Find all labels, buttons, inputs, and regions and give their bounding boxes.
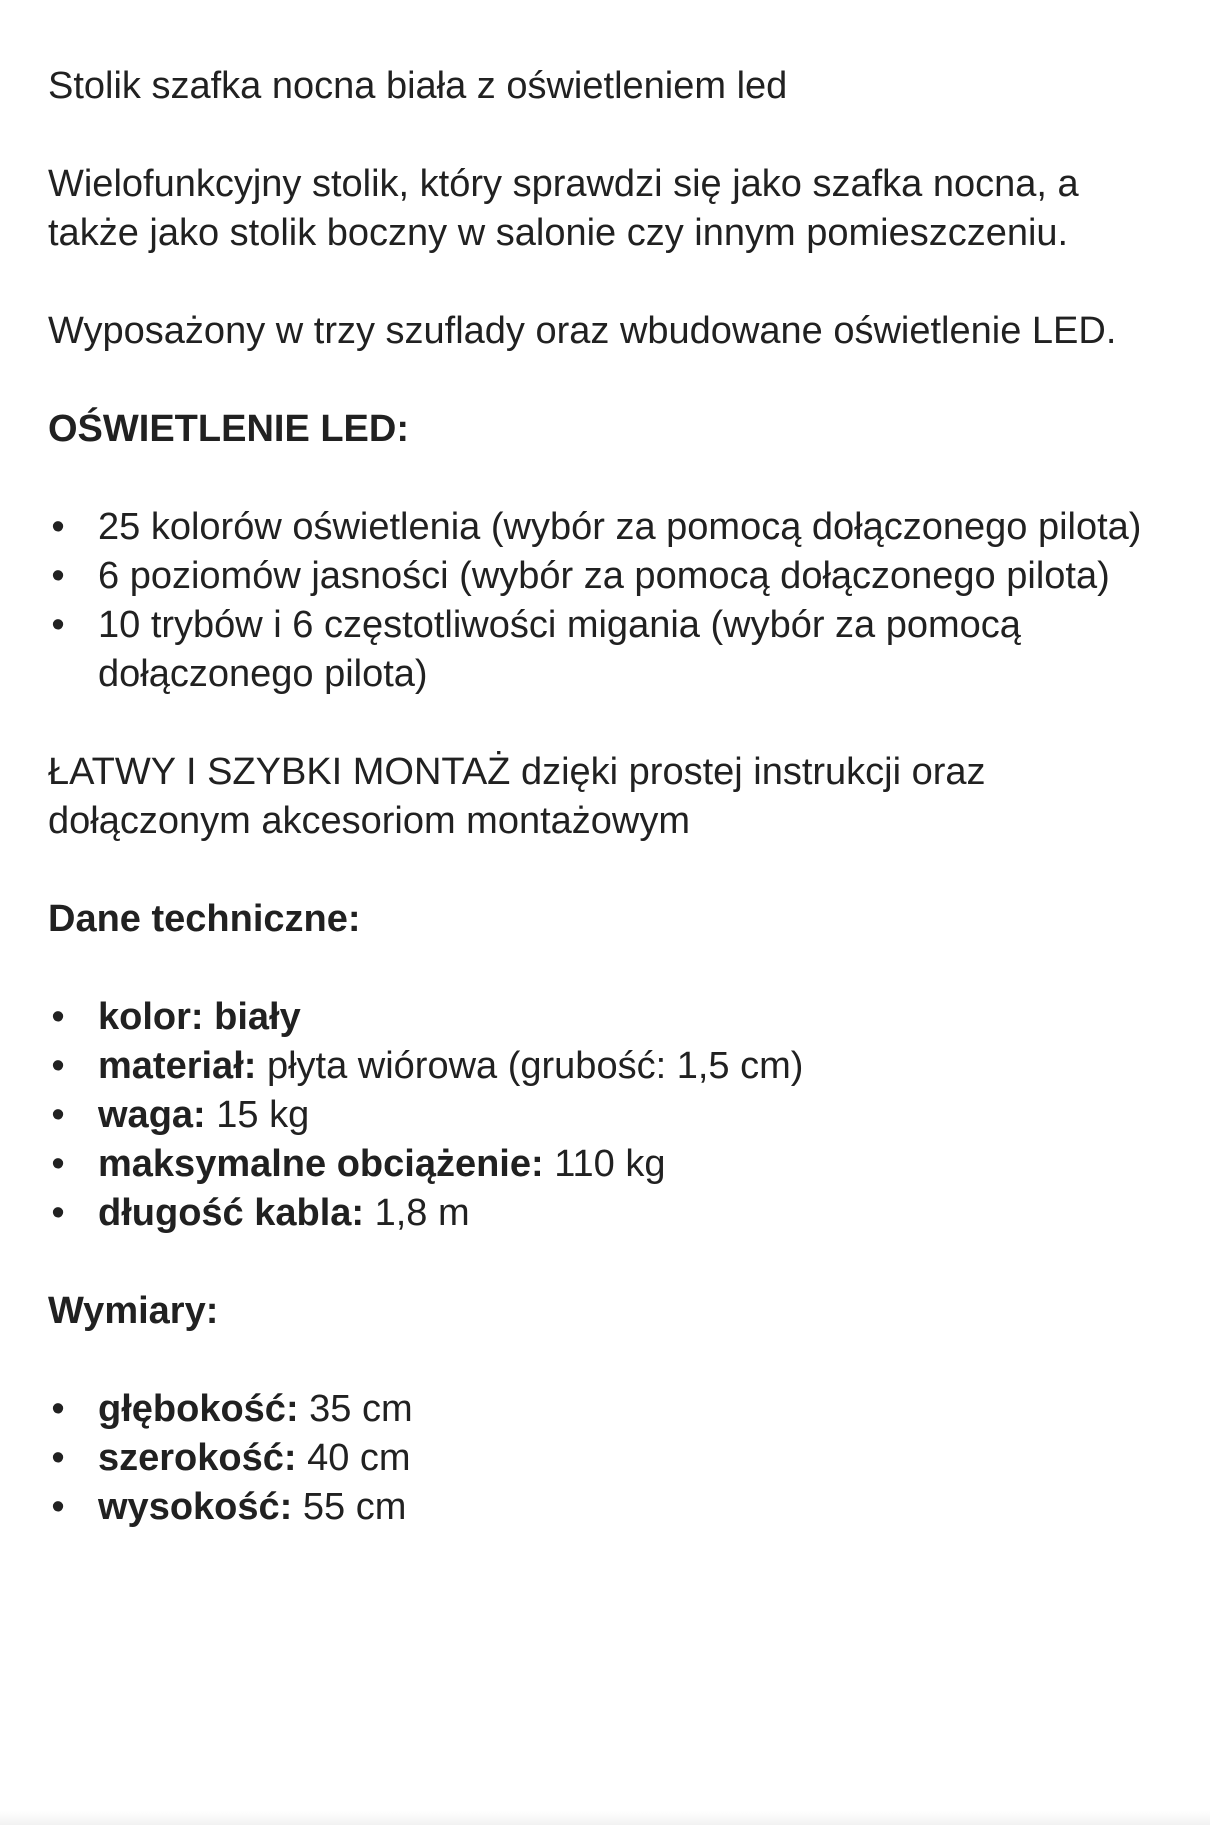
list-item	[48, 552, 1178, 601]
bullet-icon: •	[51, 1388, 65, 1430]
list-item	[48, 503, 1178, 552]
dimension-value: 55 cm	[292, 1486, 407, 1528]
list-item	[48, 601, 1178, 699]
list-item	[48, 1385, 1178, 1434]
spec-value: 110 kg	[543, 1143, 666, 1185]
bullet-icon: •	[51, 1143, 65, 1185]
dimensions-heading: Wymiary:	[48, 1290, 219, 1332]
bullet-icon: •	[51, 1437, 65, 1479]
product-description	[48, 62, 1178, 1532]
spec-value: 1,8 m	[364, 1192, 470, 1234]
assembly-paragraph: ŁATWY I SZYBKI MONTAŻ dzięki prostej instrukcji oraz dołączonym akcesoriom montażowym	[48, 751, 986, 842]
led-heading: OŚWIETLENIE LED:	[48, 408, 409, 450]
list-item	[48, 993, 1178, 1042]
spec-value: 15 kg	[205, 1094, 310, 1136]
spec-label: kolor: biały	[98, 996, 301, 1038]
bullet-icon: •	[51, 1192, 65, 1234]
spec-value: płyta wiórowa (grubość: 1,5 cm)	[256, 1045, 804, 1087]
dimensions-list	[48, 1385, 1178, 1532]
spec-label: waga:	[98, 1094, 206, 1136]
intro-paragraph: Wielofunkcyjny stolik, który sprawdzi się jako szafka nocna, a także jako stolik boczny w salonie czy innym pomieszczeniu.	[48, 163, 1079, 254]
led-feature-text: 6 poziomów jasności (wybór za pomocą dołączonego pilota)	[98, 555, 1110, 597]
list-item	[48, 1140, 1178, 1189]
product-title: Stolik szafka nocna biała z oświetleniem led	[48, 65, 788, 107]
led-features-list	[48, 503, 1178, 699]
bullet-icon: •	[51, 1045, 65, 1087]
bullet-icon: •	[51, 996, 65, 1038]
list-item	[48, 1189, 1178, 1238]
bullet-icon: •	[51, 1094, 65, 1136]
dimension-label: szerokość:	[98, 1437, 297, 1479]
list-item	[48, 1434, 1178, 1483]
led-feature-text: 10 trybów i 6 częstotliwości migania (wybór za pomocą dołączonego pilota)	[98, 604, 1021, 695]
spec-label: maksymalne obciążenie:	[98, 1143, 544, 1185]
spec-label: długość kabla:	[98, 1192, 365, 1234]
spec-label: materiał:	[98, 1045, 257, 1087]
equipment-paragraph: Wyposażony w trzy szuflady oraz wbudowane oświetlenie LED.	[48, 310, 1117, 352]
bullet-icon: •	[51, 1486, 65, 1528]
tech-heading: Dane techniczne:	[48, 898, 361, 940]
dimension-value: 40 cm	[296, 1437, 411, 1479]
bullet-icon: •	[51, 555, 65, 597]
led-feature-text: 25 kolorów oświetlenia (wybór za pomocą dołączonego pilota)	[98, 506, 1142, 548]
list-item	[48, 1091, 1178, 1140]
list-item	[48, 1042, 1178, 1091]
bullet-icon: •	[51, 506, 65, 548]
dimension-value: 35 cm	[298, 1388, 413, 1430]
dimension-label: głębokość:	[98, 1388, 299, 1430]
bullet-icon: •	[51, 604, 65, 646]
dimension-label: wysokość:	[98, 1486, 293, 1528]
bottom-edge-shadow	[0, 1811, 1210, 1825]
tech-specs-list	[48, 993, 1178, 1238]
list-item	[48, 1483, 1178, 1532]
